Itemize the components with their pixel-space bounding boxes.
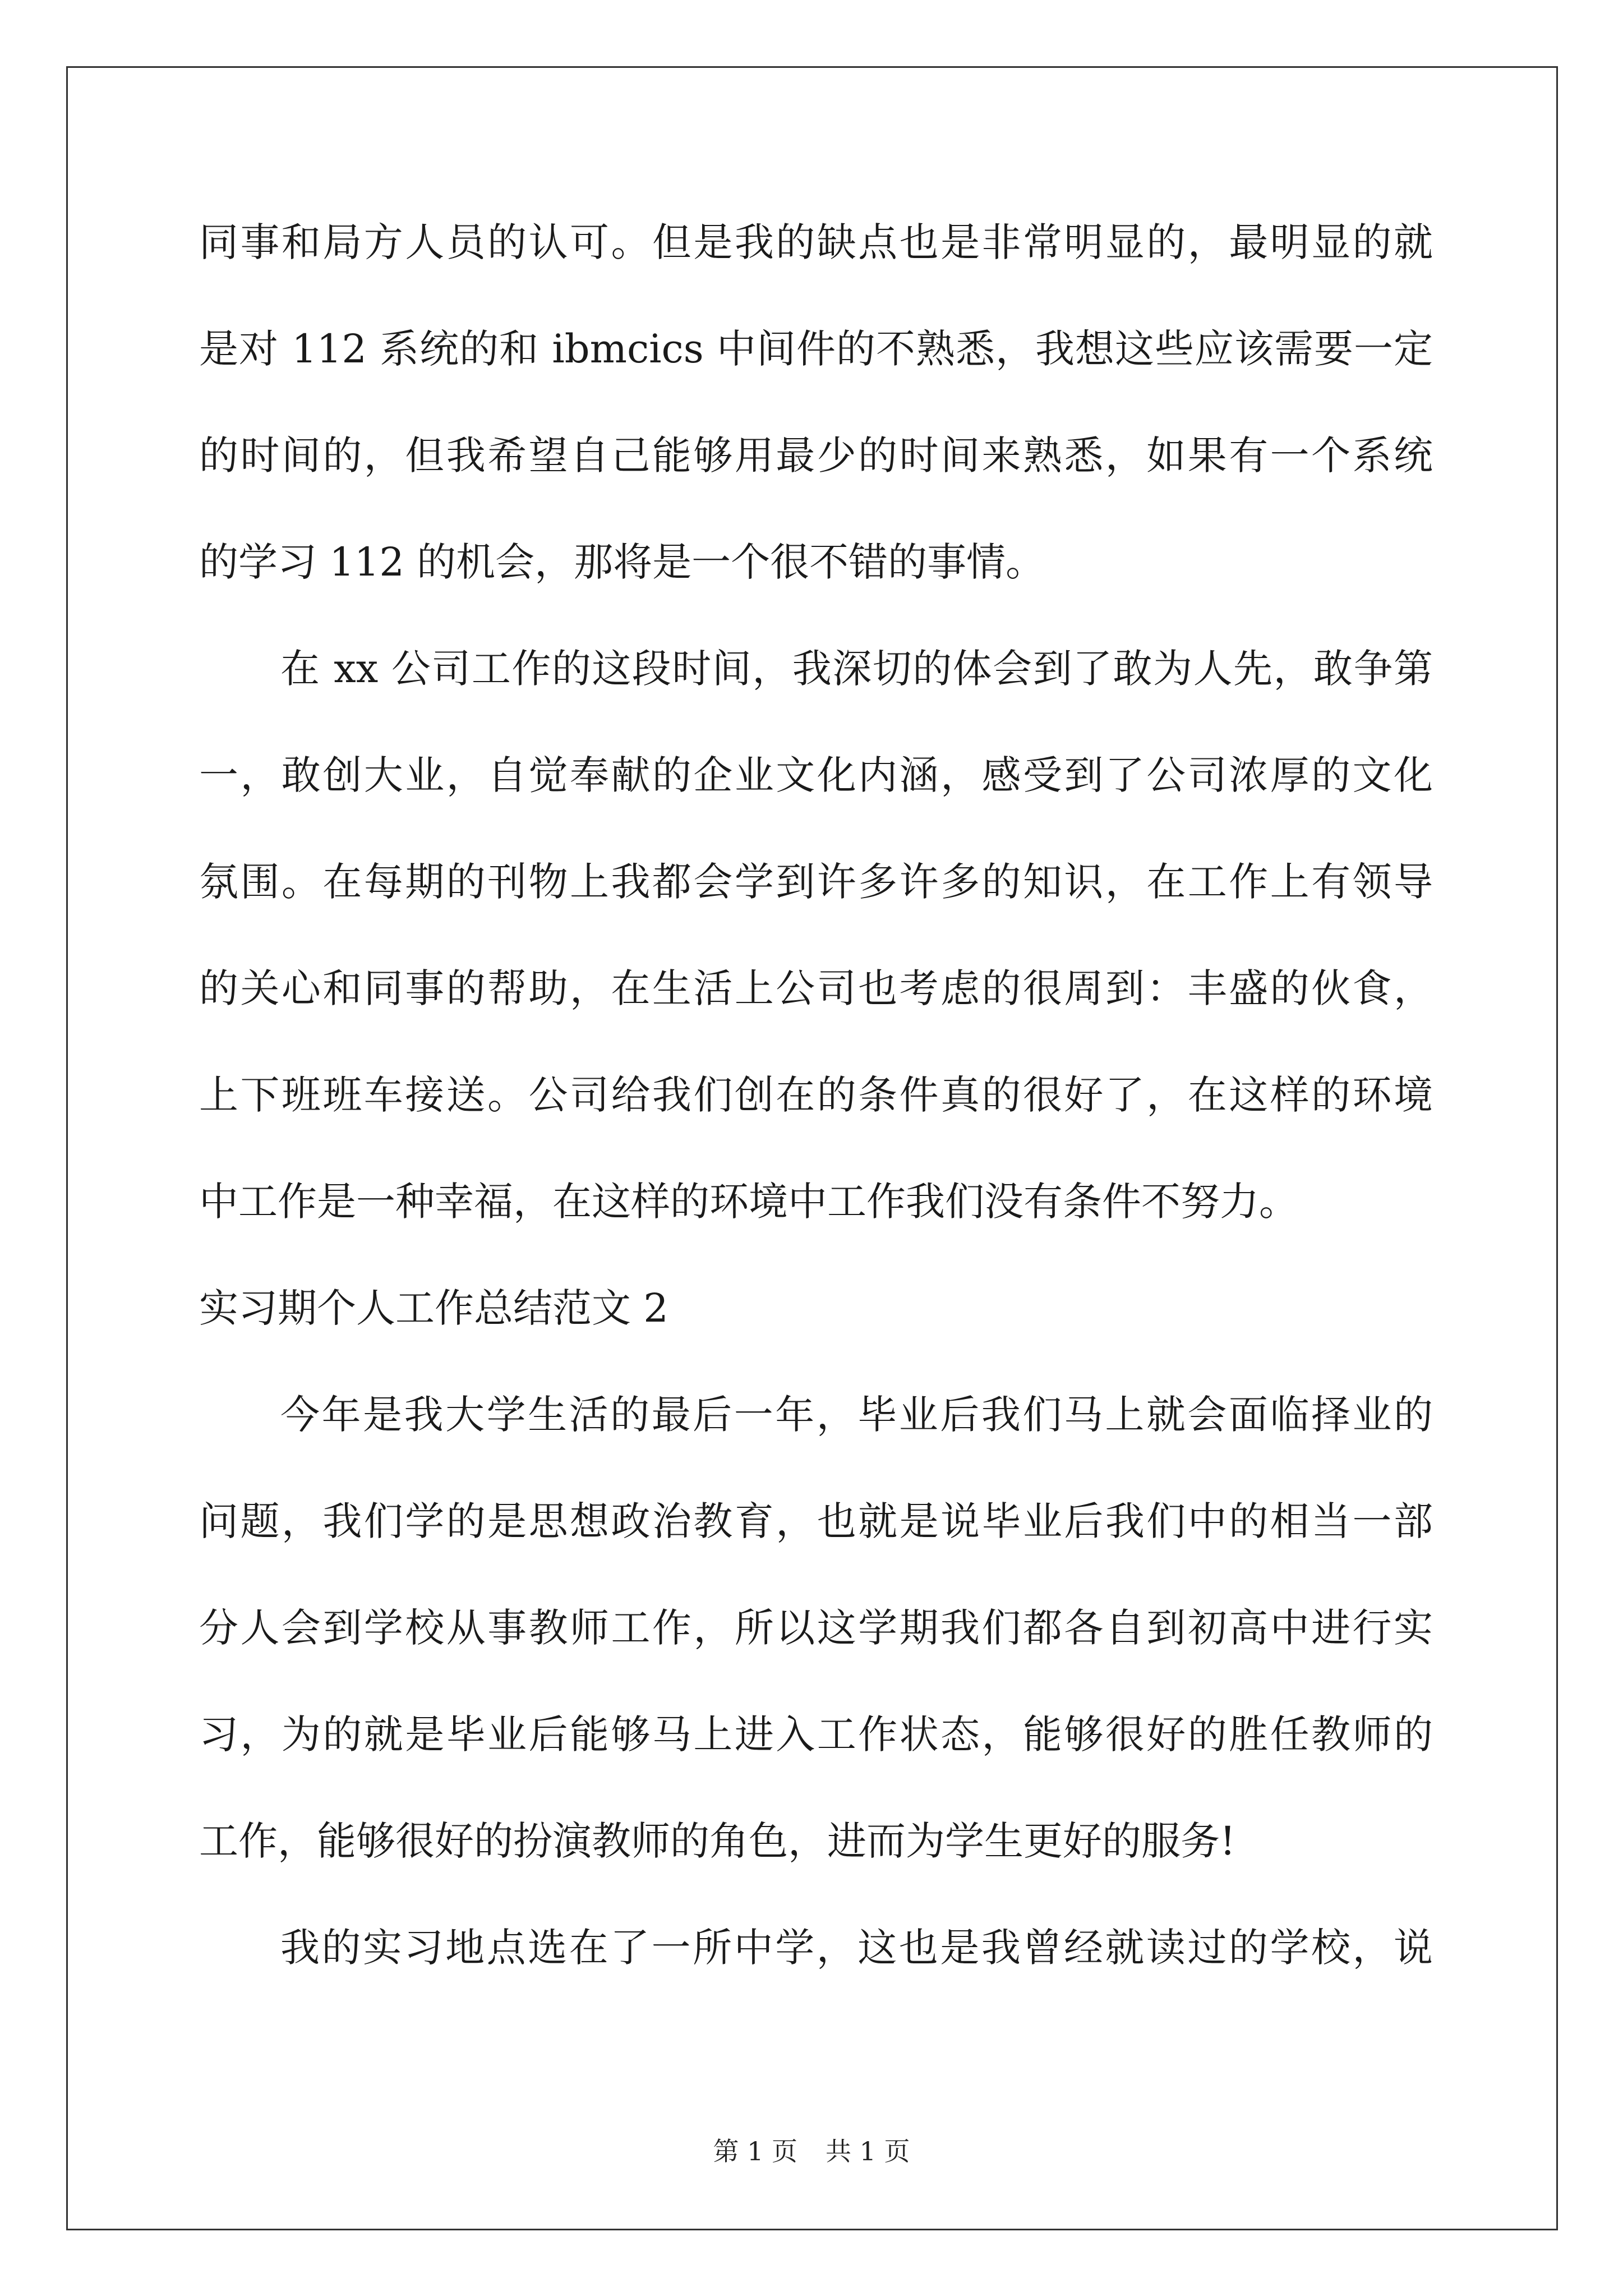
text-line-16: 工作，能够很好的扮演教师的角色，进而为学生更好的服务!: [199, 1818, 1236, 1864]
text-line-4: 的学习 112 的机会，那将是一个很不错的事情。: [199, 539, 1045, 585]
text-line-6: 一，敢创大业，自觉奉献的企业文化内涵，感受到了公司浓厚的文化: [199, 752, 1433, 798]
text-line-15: 习，为的就是毕业后能够马上进入工作状态，能够很好的胜任教师的: [199, 1711, 1433, 1757]
page-total: 共 1 页: [826, 2136, 910, 2166]
text-line-12: 今年是我大学生活的最后一年，毕业后我们马上就会面临择业的: [280, 1392, 1433, 1438]
page-number: 第 1 页: [713, 2136, 797, 2166]
document-body: [199, 209, 1433, 2021]
text-line-5: 在 xx 公司工作的这段时间，我深切的体会到了敢为人先，敢争第: [280, 646, 1433, 692]
text-line-1: 同事和局方人员的认可。但是我的缺点也是非常明显的，最明显的就: [199, 219, 1433, 265]
text-line-10: 中工作是一种幸福，在这样的环境中工作我们没有条件不努力。: [199, 1179, 1298, 1225]
text-line-8: 的关心和同事的帮助，在生活上公司也考虑的很周到：丰盛的伙食，: [199, 965, 1433, 1011]
text-line-2: 是对 112 系统的和 ibmcics 中间件的不熟悉，我想这些应该需要一定: [199, 326, 1433, 372]
text-line-14: 分人会到学校从事教师工作，所以这学期我们都各自到初高中进行实: [199, 1605, 1433, 1651]
text-line-3: 的时间的，但我希望自己能够用最少的时间来熟悉，如果有一个系统: [199, 432, 1433, 478]
text-line-17: 我的实习地点选在了一所中学，这也是我曾经就读过的学校，说: [280, 1925, 1433, 1971]
section-heading: 实习期个人工作总结范文 2: [199, 1285, 668, 1331]
page-footer: [0, 2134, 1623, 2168]
text-line-13: 问题，我们学的是思想政治教育，也就是说毕业后我们中的相当一部: [199, 1498, 1433, 1544]
text-line-7: 氛围。在每期的刊物上我都会学到许多许多的知识，在工作上有领导: [199, 859, 1433, 905]
text-line-9: 上下班班车接送。公司给我们创在的条件真的很好了，在这样的环境: [199, 1072, 1433, 1118]
